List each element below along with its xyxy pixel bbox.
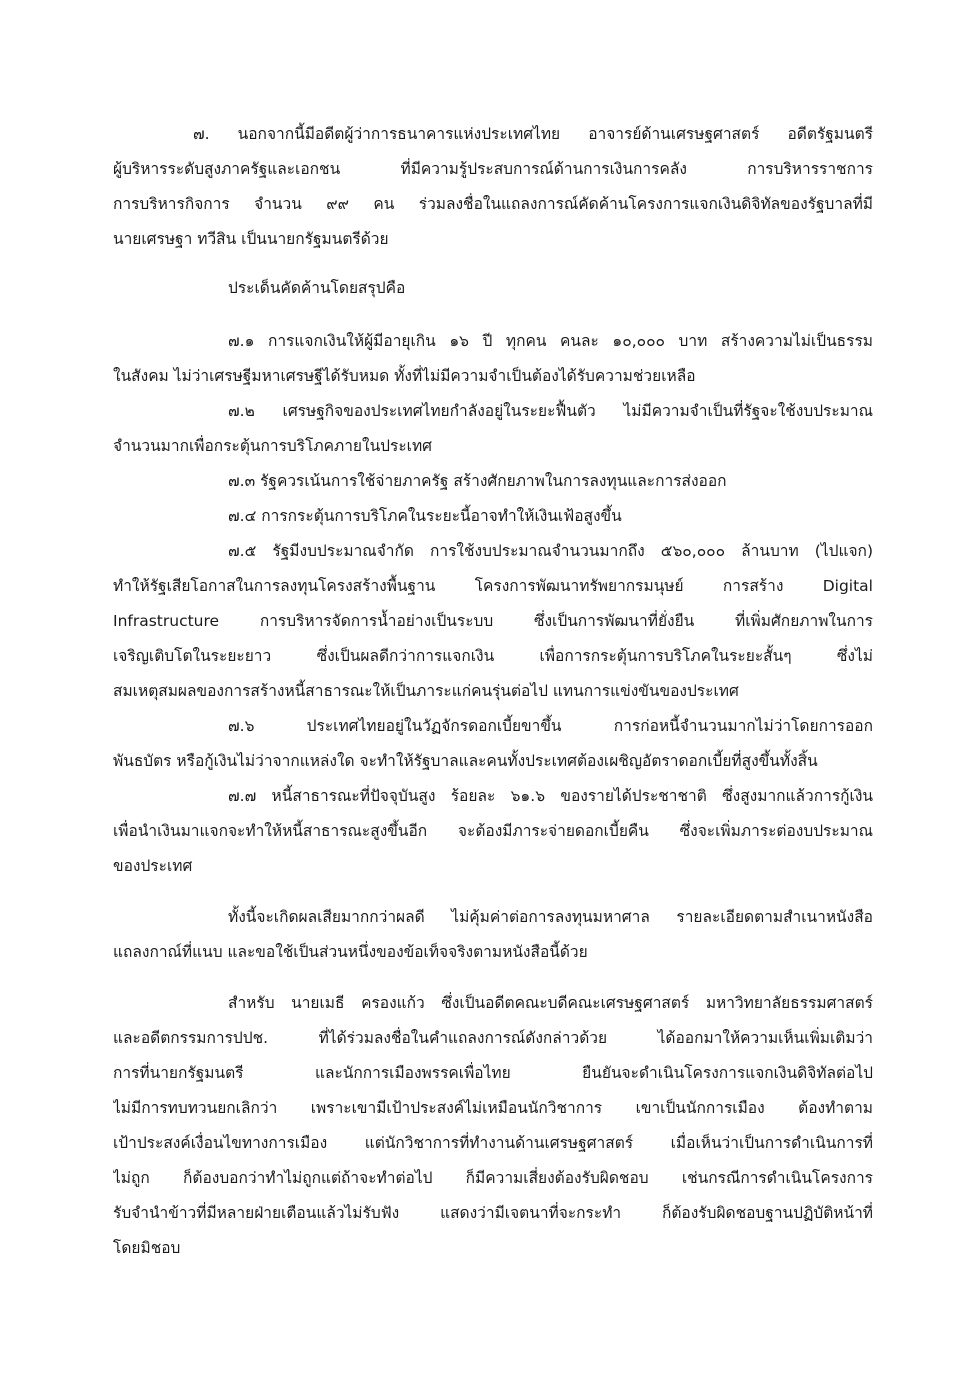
- item-7-6: [113, 709, 873, 779]
- text-line: ๗.๑ การแจกเงินให้ผู้มีอายุเกิน ๑๖ ปี ทุกคน คนละ ๑๐,๐๐๐ บาท สร้างความไม่เป็นธรรม: [228, 332, 873, 350]
- text-line: เป้าประสงค์เงื่อนไขทางการเมือง แต่นักวิชาการที่ทำงานด้านเศรษฐศาสตร์ เมื่อเห็นว่าเป็นการดำเนินการที่: [113, 1134, 873, 1152]
- text-line: เจริญเติบโตในระยะยาว ซึ่งเป็นผลดีกว่าการแจกเงิน เพื่อการกระตุ้นการบริโภคในระยะสั้นๆ ซึ่งไม่: [113, 647, 873, 665]
- text-line: ๗.๔ การกระตุ้นการบริโภคในระยะนี้อาจทำให้เงินเฟ้อสูงขึ้น: [228, 507, 622, 525]
- text-line: ๗.๓ รัฐควรเน้นการใช้จ่ายภาครัฐ สร้างศักยภาพในการลงทุนและการส่งออก: [228, 472, 727, 490]
- summary-heading: ประเด็นคัดค้านโดยสรุปคือ: [228, 279, 406, 297]
- text-line: รับจำนำข้าวที่มีหลายฝ่ายเตือนแล้วไม่รับฟัง แสดงว่ามีเจตนาที่จะกระทำ ก็ต้องรับผิดชอบฐานปฏิบัติหน้าที่: [113, 1204, 873, 1222]
- text-line: ๗.๕ รัฐมีงบประมาณจำกัด การใช้งบประมาณจำนวนมากถึง ๕๖๐,๐๐๐ ล้านบาท (ไปแจก): [228, 542, 873, 560]
- text-line: ไม่ถูก ก็ต้องบอกว่าทำไม่ถูกแต่ถ้าจะทำต่อไป ก็มีความเสี่ยงต้องรับผิดชอบ เช่นกรณีการดำเนินโครงการ: [113, 1169, 873, 1187]
- text-line: ทำให้รัฐเสียโอกาสในการลงทุนโครงสร้างพื้นฐาน โครงการพัฒนาทรัพยากรมนุษย์ การสร้าง Digital: [113, 577, 873, 595]
- text-line: พันธบัตร หรือกู้เงินไม่ว่าจากแหล่งใด จะทำให้รัฐบาลและคนทั้งประเทศต้องเผชิญอัตราดอกเบี้ยที่สูงขึ้นทั้งสิ้น: [113, 752, 818, 770]
- text-line: ๗.๒ เศรษฐกิจของประเทศไทยกำลังอยู่ในระยะฟื้นตัว ไม่มีความจำเป็นที่รัฐจะใช้งบประมาณ: [228, 402, 873, 420]
- text-line: นายเศรษฐา ทวีสิน เป็นนายกรัฐมนตรีด้วย: [113, 230, 389, 248]
- final-paragraph: [113, 986, 873, 1266]
- text-line: จำนวนมากเพื่อกระตุ้นการบริโภคภายในประเทศ: [113, 437, 433, 455]
- text-line: แถลงกาณ์ที่แนบ และขอใช้เป็นส่วนหนึ่งของข้อเท็จจริงตามหนังสือนี้ด้วย: [113, 943, 588, 961]
- text-line: สำหรับ นายเมธี ครองแก้ว ซึ่งเป็นอดีตคณะบดีคณะเศรษฐศาสตร์ มหาวิทยาลัยธรรมศาสตร์: [228, 994, 873, 1012]
- text-line: ทั้งนี้จะเกิดผลเสียมากกว่าผลดี ไม่คุ้มค่าต่อการลงทุนมหาศาล รายละเอียดตามสำเนาหนังสือ: [228, 908, 873, 926]
- text-line: ในสังคม ไม่ว่าเศรษฐีมหาเศรษฐีได้รับหมด ทั้งที่ไม่มีความจำเป็นต้องได้รับความช่วยเหลือ: [113, 367, 696, 385]
- text-line: ๗.๖ ประเทศไทยอยู่ในวัฏจักรดอกเบี้ยขาขึ้น การก่อหนี้จำนวนมากไม่ว่าโดยการออก: [228, 717, 873, 735]
- text-line: ของประเทศ: [113, 857, 193, 875]
- text-line: สมเหตุสมผลของการสร้างหนี้สาธารณะให้เป็นภาระแก่คนรุ่นต่อไป แทนการแข่งขันของประเทศ: [113, 682, 739, 700]
- text-line: ๗.๗ หนี้สาธารณะที่ปัจจุบันสูง ร้อยละ ๖๑.๖ ของรายได้ประชาชาติ ซึ่งสูงมากแล้วการกู้เงิน: [228, 787, 873, 805]
- paragraph-7: [113, 117, 873, 257]
- item-7-1: [113, 324, 873, 394]
- conclusion-paragraph: [113, 900, 873, 970]
- text-line: Infrastructure การบริหารจัดการน้ำอย่างเป็นระบบ ซึ่งเป็นการพัฒนาที่ยั่งยืน ที่เพิ่มศักยภาพในการ: [113, 612, 873, 630]
- text-line: เพื่อนำเงินมาแจกจะทำให้หนี้สาธารณะสูงขึ้นอีก จะต้องมีภาระจ่ายดอกเบี้ยคืน ซึ่งจะเพิ่มภาระต่องบประมาณ: [113, 822, 873, 840]
- text-line: ผู้บริหารระดับสูงภาครัฐและเอกชน ที่มีความรู้ประสบการณ์ด้านการเงินการคลัง การบริหารราชการ: [113, 160, 873, 178]
- item-7-2: [113, 394, 873, 464]
- item-7-4: [113, 499, 873, 534]
- summary-heading-block: [113, 271, 873, 306]
- item-7-7: [113, 779, 873, 884]
- text-line: ๗. นอกจากนี้มีอดีตผู้ว่าการธนาคารแห่งประเทศไทย อาจารย์ด้านเศรษฐศาสตร์ อดีตรัฐมนตรี: [193, 125, 873, 143]
- text-line: การบริหารกิจการ จำนวน ๙๙ คน ร่วมลงชื่อในแถลงการณ์คัดค้านโครงการแจกเงินดิจิทัลของรัฐบาลที่มี: [113, 195, 873, 213]
- item-7-3: [113, 464, 873, 499]
- text-line: โดยมิชอบ: [113, 1239, 181, 1257]
- item-7-5: [113, 534, 873, 709]
- text-line: ไม่มีการทบทวนยกเลิกว่า เพราะเขามีเป้าประสงค์ไม่เหมือนนักวิชาการ เขาเป็นนักการเมือง ต้องทำตาม: [113, 1099, 873, 1117]
- text-line: การที่นายกรัฐมนตรี และนักการเมืองพรรคเพื่อไทย ยืนยันจะดำเนินโครงการแจกเงินดิจิทัลต่อไป: [113, 1064, 873, 1082]
- text-line: และอดีตกรรมการปปช. ที่ได้ร่วมลงชื่อในคำแถลงการณ์ดังกล่าวด้วย ได้ออกมาให้ความเห็นเพิ่มเติมว่า: [113, 1029, 873, 1047]
